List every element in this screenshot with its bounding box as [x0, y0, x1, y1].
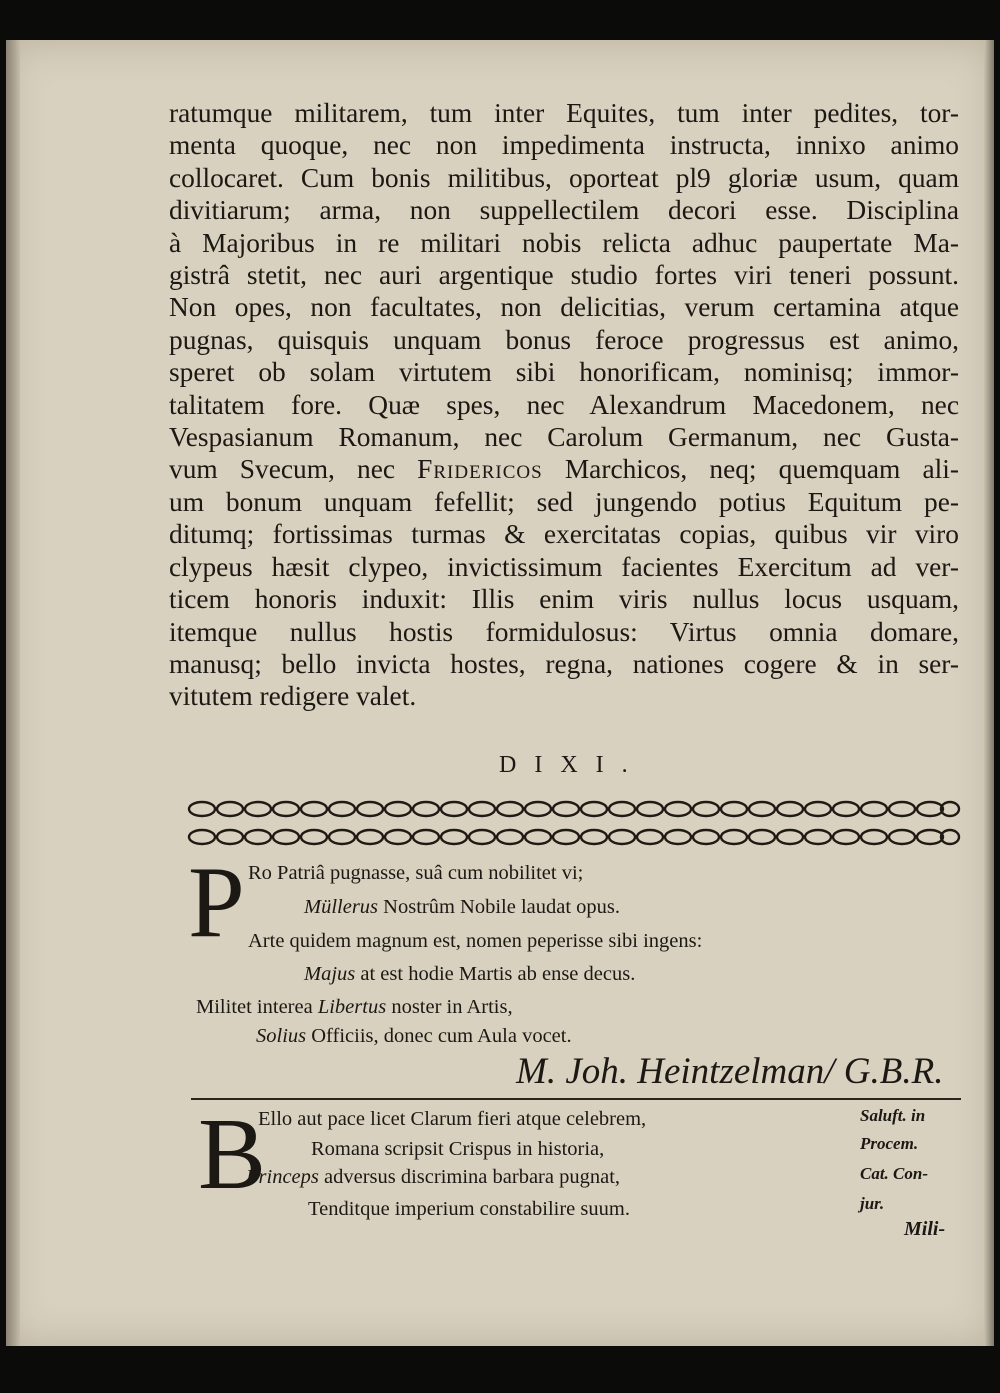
- marginal-note: Procem.: [860, 1134, 919, 1153]
- prose-line: Non opes, non facultates, non delicitias, verum certamina atque: [169, 292, 959, 323]
- poem-name: Solius: [256, 1025, 307, 1047]
- poem-line: [196, 996, 513, 1019]
- page-fore-edge: [984, 40, 994, 1346]
- poem-line: Ello aut pace licet Clarum fieri atque celebrem,: [258, 1108, 647, 1130]
- poem-line: [246, 1166, 620, 1189]
- poem-text: Militet interea: [196, 996, 313, 1018]
- marginal-note: Cat. Con-: [860, 1164, 929, 1183]
- prose-line: ditumq; fortissimas turmas & exercitatas copias, quibus vir viro: [169, 519, 959, 550]
- poem-line: [311, 1138, 604, 1161]
- horizontal-rule: [191, 1098, 961, 1100]
- poem-text: in historia,: [516, 1138, 605, 1160]
- poem-line: Tenditque imperium constabilire suum.: [308, 1198, 630, 1220]
- marginal-note: jur.: [860, 1194, 885, 1213]
- poem-line: [304, 963, 635, 986]
- prose-line: speret ob solam virtutem sibi honorificam, nominisq; immor-: [169, 357, 959, 388]
- prose-line: ticem honoris induxit: Illis enim viris nullus locus usquam,: [169, 584, 959, 615]
- prose-text: Marchicos, neq; quemquam ali-: [564, 454, 959, 485]
- poem-line: [304, 896, 620, 919]
- poem-name: Princeps: [246, 1166, 319, 1188]
- prose-line: gistrâ stetit, nec auri argentique studio fortes viri teneri possunt.: [169, 260, 959, 291]
- prose-line: clypeus hæsit clypeo, invictissimum facientes Exercitum ad ver-: [169, 551, 959, 582]
- dixi-closing: DIXI.: [499, 752, 646, 778]
- prose-line-mixed: [169, 453, 959, 485]
- poem-text: Officiis, donec cum Aula vocet.: [311, 1025, 572, 1047]
- prose-line: vitutem redigere valet.: [169, 681, 417, 712]
- prose-text: vum Svecum, nec: [169, 454, 396, 485]
- prose-line: pugnas, quisquis unquam bonus feroce progressus est animo,: [169, 324, 959, 355]
- poem-text: adversus discrimina barbara pugnat,: [324, 1166, 621, 1188]
- poem-line: [256, 1025, 572, 1048]
- poem-name: Libertus: [317, 996, 387, 1018]
- poem-text: at est hodie Martis ab ense decus.: [360, 963, 636, 985]
- drop-cap-p: P: [188, 846, 245, 959]
- catchword: Mili-: [904, 1218, 946, 1240]
- chain-ornament-border: [186, 795, 961, 851]
- drop-cap-b: B: [198, 1098, 267, 1211]
- prose-line: um bonum unquam fefellit; sed jungendo potius Equitum pe-: [169, 486, 959, 517]
- poem-name: Müllerus: [304, 896, 379, 918]
- poem-name: Majus: [304, 963, 356, 985]
- prose-line: collocaret. Cum bonis militibus, oporteat pl9 gloriæ usum, quam: [169, 162, 959, 193]
- poem-text: Romana scripsit: [311, 1138, 444, 1160]
- poem-line: Arte quidem magnum est, nomen peperisse sibi ingens:: [248, 930, 703, 952]
- prose-line: manusq; bello invicta hostes, regna, nationes cogere & in ser-: [169, 648, 959, 679]
- poem-text: noster in Artis,: [391, 996, 513, 1018]
- marginal-note: Saluft. in: [860, 1106, 926, 1125]
- prose-line: à Majoribus in re militari nobis relicta adhuc paupertate Ma-: [169, 227, 959, 258]
- prose-line: menta quoque, nec non impedimenta instructa, innixo animo: [169, 130, 959, 161]
- poem-text: Nostrûm Nobile laudat opus.: [383, 896, 621, 918]
- prose-paragraph: [169, 97, 959, 713]
- prose-line: divitiarum; arma, non suppellectilem decori esse. Disciplina: [169, 195, 959, 226]
- book-page: [6, 40, 994, 1346]
- scan-bottom-shadow: [0, 1346, 1000, 1393]
- poem-name: Crispus: [448, 1138, 512, 1160]
- prose-line: Vespasianum Romanum, nec Carolum Germanum, nec Gusta-: [169, 422, 959, 453]
- author-signature: M. Joh. Heintzelman/ G.B.R.: [516, 1051, 944, 1092]
- prose-line: itemque nullus hostis formidulosus: Virtus omnia domare,: [169, 616, 959, 647]
- prose-line: talitatem fore. Quæ spes, nec Alexandrum Macedonem, nec: [169, 389, 959, 420]
- page-spine-edge: [6, 40, 20, 1346]
- small-caps-name: Fridericos: [417, 454, 543, 485]
- prose-line: ratumque militarem, tum inter Equites, tum inter pedites, tor-: [169, 98, 959, 128]
- poem-line: Ro Patriâ pugnasse, suâ cum nobilitet vi;: [248, 862, 584, 884]
